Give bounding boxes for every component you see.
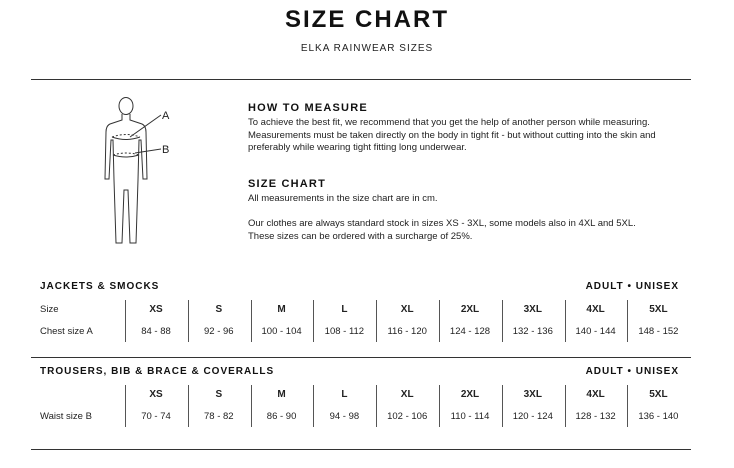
- column-divider: [502, 385, 503, 427]
- size-chart-stock-text: Our clothes are always standard stock in sizes XS - 3XL, some models also in 4XL and 5XL. These sizes can be ordered with a surcharge of 25%.: [248, 218, 636, 242]
- jackets-size-header: 4XL: [586, 304, 605, 315]
- column-divider: [251, 385, 252, 427]
- trousers-tag: ADULT • UNISEX: [585, 366, 679, 377]
- page-subtitle: ELKA RAINWEAR SIZES: [300, 43, 434, 54]
- trousers-value-cell: 110 - 114: [450, 411, 490, 422]
- trousers-waist-label: Waist size B: [40, 411, 92, 422]
- jackets-value-cell: 108 - 112: [324, 326, 365, 337]
- chest-measure-line: [112, 137, 140, 140]
- trousers-value-cell: 70 - 74: [141, 411, 171, 422]
- how-to-measure-heading: HOW TO MEASURE: [248, 102, 368, 114]
- jackets-heading: JACKETS & SMOCKS: [40, 281, 160, 292]
- trousers-size-header: 2XL: [460, 389, 480, 400]
- column-divider: [627, 300, 628, 342]
- jackets-size-header: 5XL: [649, 304, 668, 315]
- column-divider: [251, 300, 252, 342]
- column-divider: [627, 385, 628, 427]
- trousers-size-header: 5XL: [649, 389, 668, 400]
- jackets-size-header: S: [215, 304, 223, 315]
- trousers-value-cell: 102 - 106: [387, 411, 428, 422]
- trousers-value-cell: 86 - 90: [266, 411, 297, 422]
- how-to-measure-text: To achieve the best fit, we recommend that you get the help of another person while measuring. Measurements must be taken directly on the body in tight fit - but without cutting into the skin and preferably while wearing tight fitting long underwear.: [248, 117, 656, 154]
- waist-measure-line: [113, 155, 139, 157]
- trousers-size-header: XL: [400, 389, 414, 400]
- jackets-value-cell: 116 - 120: [387, 326, 427, 337]
- label-b: B: [162, 144, 170, 156]
- bottom-divider: [31, 449, 691, 450]
- column-divider: [125, 300, 126, 342]
- trousers-size-header: 4XL: [586, 389, 605, 400]
- jackets-value-cell: 140 - 144: [575, 326, 616, 337]
- trousers-value-cell: 120 - 124: [512, 411, 553, 422]
- jackets-size-header: L: [341, 304, 348, 315]
- jackets-chest-label: Chest size A: [40, 326, 93, 337]
- jackets-value-cell: 124 - 128: [449, 326, 491, 337]
- jackets-value-cell: 148 - 152: [638, 326, 679, 337]
- column-divider: [188, 385, 189, 427]
- trousers-value-cell: 94 - 98: [329, 411, 360, 422]
- size-chart-heading: SIZE CHART: [248, 178, 326, 190]
- column-divider: [188, 300, 189, 342]
- jackets-value-cell: 92 - 96: [204, 326, 234, 337]
- trousers-size-header: L: [341, 389, 348, 400]
- column-divider: [439, 385, 440, 427]
- jackets-tag: ADULT • UNISEX: [585, 281, 679, 292]
- jackets-size-header: XS: [149, 304, 163, 315]
- body-measurement-figure: [95, 95, 185, 250]
- label-a-pointer: [130, 115, 161, 137]
- column-divider: [502, 300, 503, 342]
- figure-body-outline: [105, 114, 147, 243]
- column-divider: [439, 300, 440, 342]
- trousers-size-header: M: [277, 389, 286, 400]
- jackets-size-header: XL: [400, 304, 414, 315]
- trousers-heading: TROUSERS, BIB & BRACE & COVERALLS: [40, 366, 275, 377]
- size-chart-units-text: All measurements in the size chart are in cm.: [248, 193, 438, 204]
- jackets-divider: [31, 357, 691, 358]
- trousers-size-header: XS: [149, 389, 163, 400]
- column-divider: [313, 300, 314, 342]
- page-title: SIZE CHART: [285, 6, 449, 33]
- column-divider: [125, 385, 126, 427]
- figure-head: [119, 98, 133, 115]
- jackets-size-header: 3XL: [523, 304, 542, 315]
- column-divider: [376, 300, 377, 342]
- trousers-value-cell: 78 - 82: [204, 411, 234, 422]
- jackets-size-header: 2XL: [460, 304, 480, 315]
- column-divider: [565, 385, 566, 427]
- trousers-size-header: 3XL: [523, 389, 542, 400]
- top-divider: [31, 79, 691, 80]
- jackets-value-cell: 100 - 104: [261, 326, 302, 337]
- label-a: A: [162, 110, 170, 122]
- trousers-size-header: S: [215, 389, 223, 400]
- column-divider: [565, 300, 566, 342]
- jackets-size-header: M: [277, 304, 286, 315]
- jackets-size-label: Size: [40, 304, 59, 315]
- column-divider: [313, 385, 314, 427]
- column-divider: [376, 385, 377, 427]
- jackets-value-cell: 84 - 88: [141, 326, 171, 337]
- trousers-value-cell: 136 - 140: [638, 411, 679, 422]
- jackets-value-cell: 132 - 136: [512, 326, 553, 337]
- trousers-value-cell: 128 - 132: [575, 411, 616, 422]
